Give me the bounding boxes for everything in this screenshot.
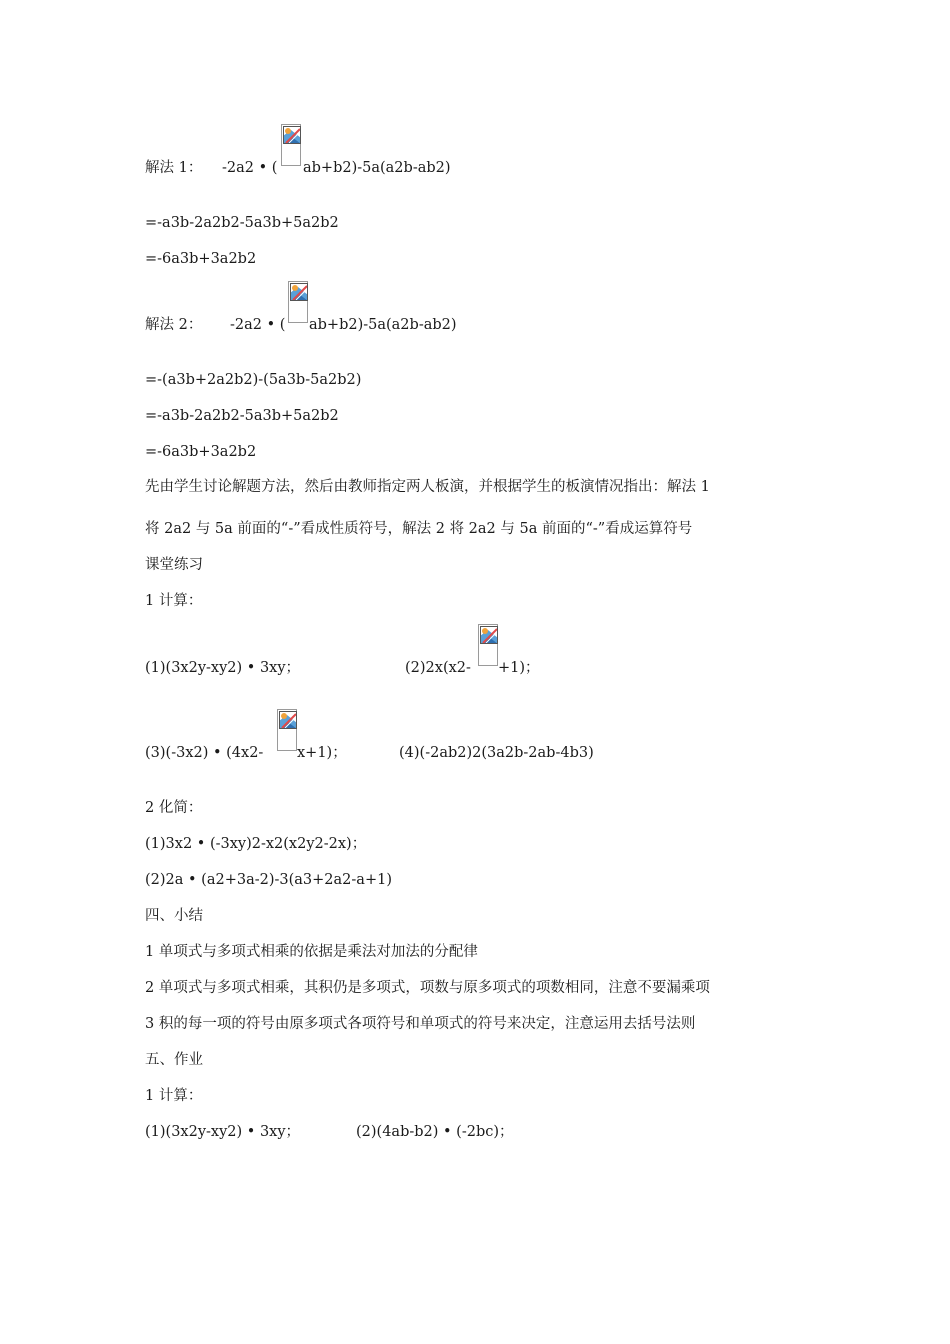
solution1-expr-a: -2a2 • ( [222, 160, 278, 176]
summary-item-3: 3 积的每一项的符号由原多项式各项符号和单项式的符号来决定，注意运用去括号法则 [145, 1016, 696, 1032]
practice-item-3b: x+1)； [297, 745, 347, 761]
broken-image-icon [478, 624, 498, 666]
homework-heading: 五、作业 [145, 1052, 203, 1068]
practice-item-2a: (2)2x(x2- [405, 660, 471, 676]
homework-item-2: (2)(4ab-b2) • (-2bc)； [356, 1124, 514, 1140]
practice-item-3a: (3)(-3x2) • (4x2- [145, 745, 264, 761]
summary-heading: 四、小结 [145, 908, 203, 924]
solution2-label: 解法 2： [145, 317, 203, 333]
solution2-expr-b: ab+b2)-5a(a2b-ab2) [309, 317, 457, 333]
summary-item-1: 1 单项式与多项式相乘的依据是乘法对加法的分配律 [145, 944, 478, 960]
simplify-item-2: (2)2a • (a2+3a-2)-3(a3+2a2-a+1) [145, 872, 392, 888]
solution2-expr-a: -2a2 • ( [230, 317, 286, 333]
practice-heading: 课堂练习 [145, 557, 203, 573]
simplify-item-1: (1)3x2 • (-3xy)2-x2(x2y2-2x)； [145, 836, 367, 852]
broken-image-icon [281, 124, 301, 166]
solution1-step2: =-6a3b+3a2b2 [145, 251, 257, 267]
practice-item-4: (4)(-2ab2)2(3a2b-2ab-4b3) [399, 745, 594, 761]
solution1-expr-b: ab+b2)-5a(a2b-ab2) [303, 160, 451, 176]
broken-image-icon [288, 281, 308, 323]
broken-image-icon [277, 709, 297, 751]
discussion-line-1: 先由学生讨论解题方法，然后由教师指定两人板演，并根据学生的板演情况指出：解法 1 [145, 479, 710, 495]
summary-item-2: 2 单项式与多项式相乘，其积仍是多项式，项数与原多项式的项数相同，注意不要漏乘项 [145, 980, 710, 996]
practice-item-1: (1)(3x2y-xy2) • 3xy； [145, 660, 301, 676]
practice-item-2b: +1)； [498, 660, 540, 676]
discussion-line-2: 将 2a2 与 5a 前面的“-”看成性质符号，解法 2 将 2a2 与 5a 前面的“-”看成运算符号 [145, 521, 693, 537]
solution2-step2: =-a3b-2a2b2-5a3b+5a2b2 [145, 408, 339, 424]
homework-q1-title: 1 计算： [145, 1088, 203, 1104]
solution1-label: 解法 1： [145, 160, 203, 176]
practice-q1-title: 1 计算： [145, 593, 203, 609]
solution1-step1: =-a3b-2a2b2-5a3b+5a2b2 [145, 215, 339, 231]
solution2-step3: =-6a3b+3a2b2 [145, 444, 257, 460]
homework-item-1: (1)(3x2y-xy2) • 3xy； [145, 1124, 301, 1140]
practice-q2-title: 2 化简： [145, 800, 203, 816]
solution2-step1: =-(a3b+2a2b2)-(5a3b-5a2b2) [145, 372, 362, 388]
